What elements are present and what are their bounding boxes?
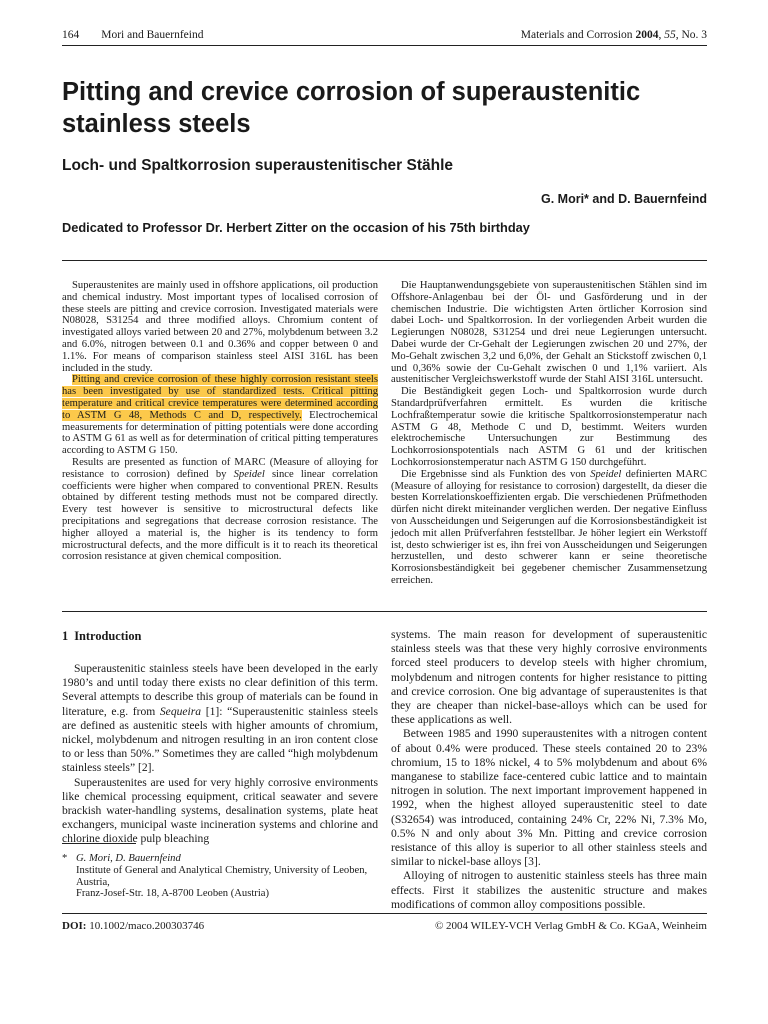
doi-link[interactable]: 10.1002/maco.200303746 bbox=[89, 920, 205, 932]
page-number: 164 bbox=[62, 29, 80, 41]
abstract-en-paragraph: Superaustenites are mainly used in offshore applications, oil production and chemical industry. Most important types of localised corrosion of these steels are pitting and crevice corrosion. Investigated materials were N08028, S31254 and three modified alloys. Chromium content of investigated alloys varied between 20 and 27%, molybdenum between 3.2 and 6.0%, nitrogen between 0.1 and 0.36% and copper between 0 and 1.1%. For means of comparison stainless steel AISI 316L has been included in the study. bbox=[62, 280, 378, 374]
abstract-en-paragraph: Pitting and crevice corrosion of these highly corrosion resistant steels has been investigated by use of standardized tests. Critical pitting temperature and critical crevice temperatures were determined according to ASTM G 48, Methods C and D, respectively. Electrochemical measurements for determination of pitting potentials were done according to ASTM G 61 as well as for determination of critical pitting temperatures according to ASTM G 150. bbox=[62, 374, 378, 457]
body-column-left bbox=[62, 662, 378, 847]
doi: DOI: 10.1002/maco.200303746 bbox=[62, 920, 205, 932]
dedication: Dedicated to Professor Dr. Herbert Zitter on the occasion of his 75th birthday bbox=[62, 220, 530, 235]
abstract-english bbox=[62, 280, 378, 563]
footer-rule bbox=[62, 913, 707, 914]
running-authors: Mori and Bauernfeind bbox=[101, 29, 204, 41]
abstract-de-paragraph: Die Beständigkeit gegen Loch- und Spaltkorrosion wurde durch Standardprüfverfahren ermittelt. Es wurden die kritische Lochfraßtemperatur sowie die kritische Spaltkorrosionstemperatur nach ASTM G 48, Methode C und D, bestimmt. Weiters wurden elektrochemische Untersuchungen zur Bestimmung des Lochkorrosionspotentials nach ASTM G 61 und der kritischen Lochkorrosionstemperatur nach ASTM G 150 durchgeführt. bbox=[391, 386, 707, 468]
abstract-bottom-rule bbox=[62, 611, 707, 612]
footnote-marker: * bbox=[62, 853, 68, 864]
footnote-rule bbox=[62, 843, 136, 844]
body-paragraph: Alloying of nitrogen to austenitic stainless steels has three main effects. First it stabilizes the austenitic structure and makes modifications of common alloy compositions possible. bbox=[391, 869, 707, 911]
abstract-en-paragraph: Results are presented as function of MARC (Measure of alloying for resistance to corrosion) defined by Speidel since linear correlation coefficients were higher when compared to conventional PREN. Results obtained by different testing methods must not be compared directly. Every test however is sensitive to microstructural defects like precipitations and segregations that decrease corrosion resistance. The higher alloyed a material is, the higher is its tendency to form microstructural defects, and the more difficult is it to reach its theoretical corrosion resistance at given chemical composition. bbox=[62, 456, 378, 563]
body-paragraph: Superaustenitic stainless steels have been developed in the early 1980’s and until today there exists no clear definition of this term. Several attempts to describe this group of materials can be found in literature, e.g. from Sequeira [1]: “Superaustenitic stainless steels are defined as austenitic steels with higher amounts of chromium, nickel, molybdenum and nitrogen resulting in an iron content close to or less than 50%.” Sometimes they are called “high molybdenum stainless steels” [2]. bbox=[62, 662, 378, 775]
header-rule bbox=[62, 45, 707, 46]
body-paragraph: systems. The main reason for development of superaustenitic stainless steels was that these very highly corrosive environments forced steel producers to develop steels with higher chromium, molybdenum and nitrogen contents for higher resistance to pitting and crevice corrosion. One big advantage of superaustenites is that they are cheaper than nickel-base-alloys which can be used for these applications as well. bbox=[391, 628, 707, 727]
author-line: G. Mori* and D. Bauernfeind bbox=[541, 192, 707, 206]
journal-citation: Materials and Corrosion 2004, 55, No. 3 bbox=[520, 29, 707, 41]
german-subtitle: Loch- und Spaltkorrosion superaustenitischer Stähle bbox=[62, 157, 454, 174]
abstract-de-paragraph: Die Hauptanwendungsgebiete von superaustenitischen Stählen sind im Offshore-Anlagenbau bei der Öl- und Gasförderung und in der chemischen Industrie. Die wichtigsten Arten örtlicher Korrosion sind dabei Loch- und Spaltkorrosion. In der vorliegenden Arbeit wurden die Legierungen N08028, S31254 und drei neue Legierungen untersucht. Dabei wurde der Cr-Gehalt der Legierungen zwischen 20 und 27%, der Mo-Gehalt zwischen 3,2 und 6,0%, der Gehalt an Stickstoff zwischen 0,1 und 0,36% sowie der Cu-Gehalt zwischen 0 und 1,1% variiert. Als austenitischer Vergleichswerkstoff wurde der Stahl AISI 316L untersucht. bbox=[391, 280, 707, 386]
abstract-top-rule bbox=[62, 260, 707, 261]
section-heading: 1 Introduction bbox=[62, 629, 142, 643]
copyright: © 2004 WILEY-VCH Verlag GmbH & Co. KGaA, Weinheim bbox=[434, 920, 707, 932]
abstract-de-paragraph: Die Ergebnisse sind als Funktion des von Speidel definierten MARC (Measure of alloying for resistance to corrosion) dargestellt, da dieser die besten Korrelationskoeffizienten ergab. Die verschiedenen Prüfmethoden dürfen nicht direkt miteinander verglichen werden. Der negative Einfluss von Ausscheidungen und Seigerungen auf die Korrosionsbeständigkeit ist jedoch mit allen Prüfverfahren feststellbar. Je höher legiert ein Werkstoff ist, desto schwieriger ist es, ihn frei von Ausscheidungen und Seigerungen herzustellen, und desto schwerer kann er seine theoretische Korrosionsbeständigkeit bei gegebener chemischer Zusammensetzung erreichen. bbox=[391, 468, 707, 586]
author-footnote bbox=[62, 853, 382, 900]
body-column-right bbox=[391, 628, 707, 912]
abstract-german bbox=[391, 280, 707, 587]
page-footer bbox=[62, 919, 707, 935]
body-paragraph: Between 1985 and 1990 superaustenites with a nitrogen content of about 0.4% were produced. These steels contained 20 to 23% chromium, 15 to 18% nickel, 4 to 5% molybdenum and about 6% manganese to stabilize face-centered cubic lattice and to maintain nitrogen in solution. The next important improvement happened in 1992, when the highest alloyed superaustenitic steel to date (S32654) was introduced, containing 24% Cr, 22% Ni, 7.3% Mo, 0.5% N and only about 3% Mn. Pitting and crevice corrosion resistance of this alloy is superior to all other stainless steels and similar to nickel-base alloys [3]. bbox=[391, 727, 707, 869]
running-header bbox=[62, 28, 707, 44]
footnote-authors: G. Mori, D. Bauernfeind bbox=[76, 853, 181, 864]
highlighted-text[interactable]: Pitting and crevice corrosion of these highly corrosion resistant steels has been investigated by use of standardized tests. Critical pitting temperature and critical crevice temperatures were determined according to ASTM G 48, Methods C and D, respectively. bbox=[62, 374, 378, 421]
article-title: Pitting and crevice corrosion of superaustenitic stainless steels bbox=[62, 78, 641, 138]
footnote-address: Franz-Josef-Str. 18, A-8700 Leoben (Austria) bbox=[76, 888, 269, 900]
footnote-affiliation: Institute of General and Analytical Chemistry, University of Leoben, Austria, bbox=[76, 864, 368, 888]
body-paragraph: Superaustenites are used for very highly corrosive environments like chemical processing equipment, critical seawater and severe brackish water-handling systems, desalination systems, plate heat exchangers, municipal waste incineration systems and chlorine and chlorine dioxide pulp bleaching bbox=[62, 775, 378, 846]
